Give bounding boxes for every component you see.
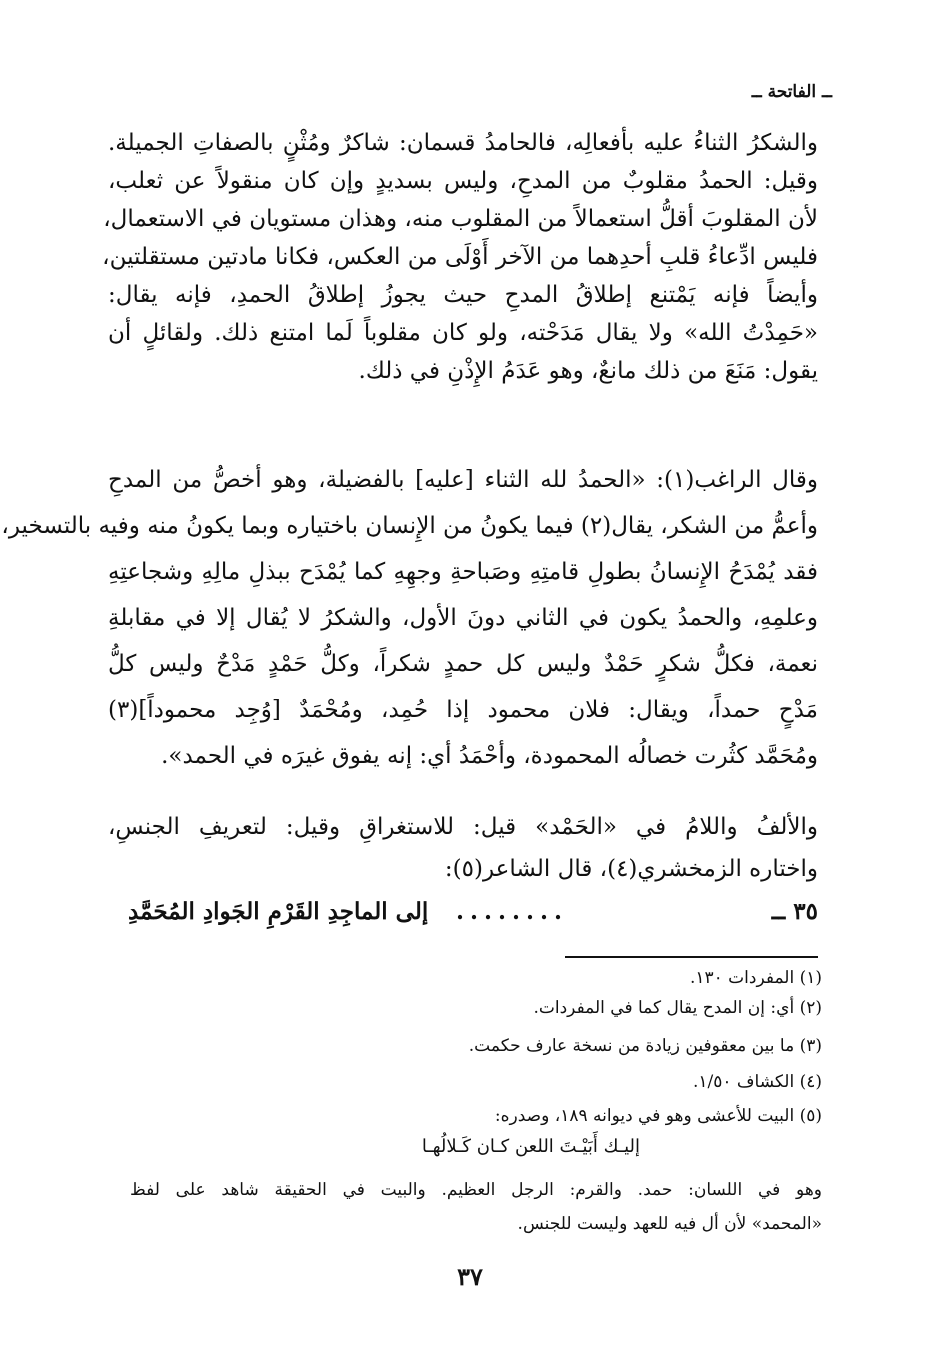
footnote-continuation-line: «المحمد» لأن أل فيه للعهد وليست للجنس. [517, 1214, 822, 1234]
text-line: وأعمُّ من الشكر، يقال(٢) فيما يكونُ من الإِنسان باختياره وبما يكونُ منه وفيه بالتسخير، [1, 513, 818, 539]
text-line: يقول: مَنَعَ من ذلك مانعٌ، وهو عَدَمُ الإِذْنِ في ذلك. [358, 358, 818, 384]
text-line: والشكرُ الثناءُ عليه بأفعالِه، فالحامدُ قسمان: شاكرٌ ومُثْنٍ بالصفاتِ الجميلة. [108, 130, 818, 156]
text-line: «حَمِدْتُ الله» ولا يقال مَدَحْته، ولو كان مقلوباً لَما امتنع ذلك. ولقائلٍ أن [108, 320, 818, 346]
text-line: وقيل: الحمدُ مقلوبٌ من المدحِ، وليس بسديدٍ وإن كان منقولاً عن ثعلب، [108, 168, 818, 194]
footnote-continuation-line: وهو في اللسان: حمد. والقرم: الرجل العظيم. والبيت في الحقيقة شاهد على لفظ [130, 1180, 822, 1200]
text-line: واختاره الزمخشري(٤)، قال الشاعر(٥): [444, 856, 818, 882]
verse-number: ٣٥ ــ [771, 898, 818, 925]
text-line: فليس ادِّعاءُ قلبِ أحدِهما من الآخر أَوْلَى من العكس، فكانا مادتين مستقلتين، [102, 244, 818, 270]
text-line: ومُحَمَّد كثُرت خصالُه المحمودة، وأحْمَدُ أي: إنه يفوق غيرَه في الحمد». [161, 743, 818, 769]
text-line: وأيضاً فإنه يَمْتنع إطلاقُ المدحِ حيث يجوزُ إطلاقُ الحمدِ، فإنه يقال: [108, 282, 818, 308]
text-line: وقال الراغب(١): «الحمدُ لله الثناء [عليه] بالفضيلة، وهو أخصُّ من المدحِ [108, 467, 818, 493]
text-line: لأن المقلوبَ أقلُّ استعمالاً من المقلوب منه، وهذان مستويان في الاستعمال، [103, 206, 818, 232]
text-line: نعمة، فكلُّ شكرٍ حَمْدٌ وليس كل حمدٍ شكراً، وكلُّ حَمْدٍ مَدْحٌ وليس كلُّ [108, 651, 818, 677]
running-head: ــ الفاتحة ــ [751, 82, 832, 102]
footnote-4: (٤) الكشاف ١/٥٠. [692, 1072, 822, 1092]
text-line: وعلمِهِ، والحمدُ يكون في الثاني دونَ الأول، والشكرُ لا يُقال إلا في مقابلةِ [108, 605, 818, 631]
footnote-1: (١) المفردات ١٣٠. [689, 968, 822, 988]
footnote-hemistich: إليـك أَبَيْـتَ اللعن كـان كَـلالُهـا [421, 1136, 640, 1157]
verse-text: إلى الماجِدِ القَرْمِ الجَوادِ المُحَمَّدِ [128, 898, 429, 925]
footnote-5: (٥) البيت للأعشى وهو في ديوانه ١٨٩، وصدره: [494, 1106, 822, 1126]
footnote-2: (٢) أي: إن المدح يقال كما في المفردات. [533, 998, 822, 1018]
footnote-separator [565, 956, 818, 958]
verse-line [128, 898, 818, 938]
text-line: فقد يُمْدَحُ الإِنسانُ بطولِ قامتِهِ وصَباحةِ وجهِهِ كما يُمْدَح ببذلِ مالِهِ وشجاعتِهِ [108, 559, 818, 585]
text-line: والألفُ واللامُ في «الحَمْد» قيل: للاستغراقِ وقيل: لتعريفِ الجنسِ، [108, 814, 818, 840]
text-line: مَدْحٍ حمداً، ويقال: فلان محمود إذا حُمِد، ومُحْمَدٌ [وُجِد محموداً](٣) [108, 697, 818, 723]
page-number: ٣٧ [457, 1262, 483, 1291]
verse-ellipsis: ........ [455, 898, 568, 925]
footnote-3: (٣) ما بين معقوفين زيادة من نسخة عارف حكمت. [468, 1036, 822, 1056]
